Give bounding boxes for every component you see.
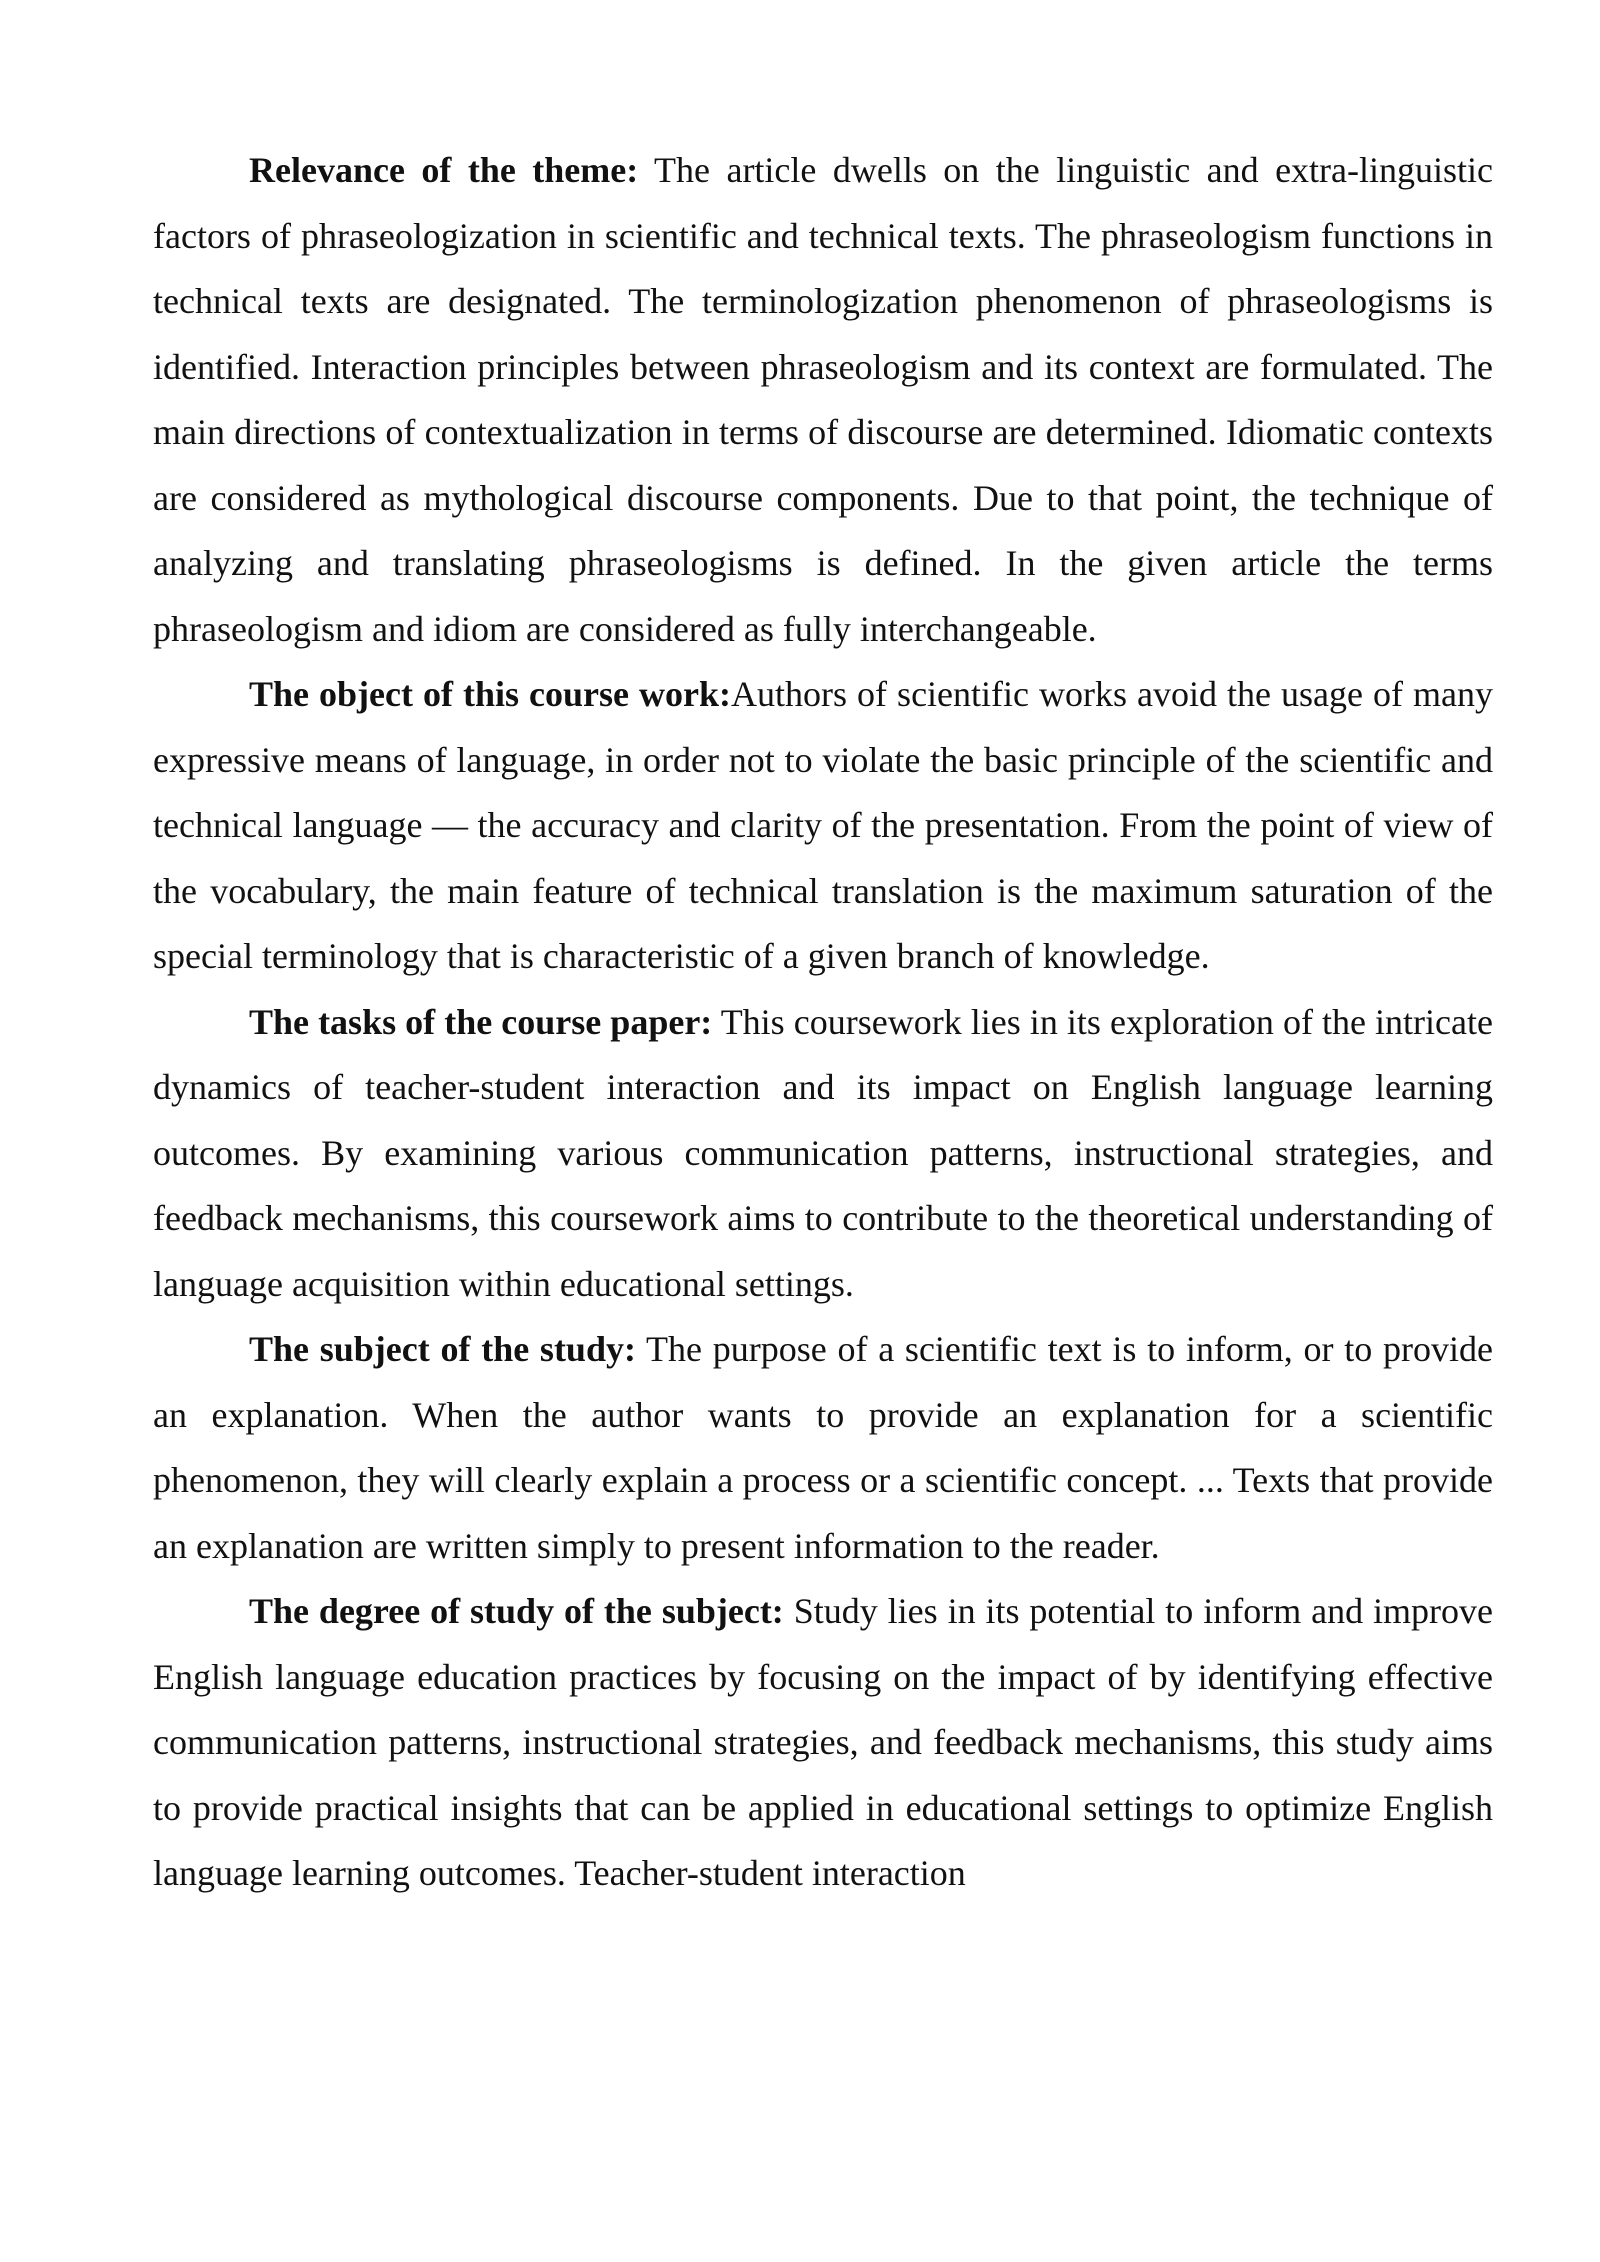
paragraph-heading: Relevance of the theme: [249, 150, 639, 190]
paragraph-heading: The subject of the study: [249, 1329, 636, 1369]
paragraph-heading: The degree of study of the subject: [249, 1591, 784, 1631]
paragraph-degree [153, 1579, 1493, 1907]
paragraph-relevance [153, 138, 1493, 662]
paragraph-tasks [153, 990, 1493, 1318]
paragraph-text: This coursework lies in its exploration of the intricate dynamics of teacher-student interaction and its impact on English language learning outcomes. By examining various communication patterns, instructional strategies, and feedback mechanisms, this coursework aims to contribute to the theoretical understanding of language acquisition within educational settings. [153, 1001, 1493, 1304]
paragraph-subject [153, 1317, 1493, 1579]
paragraph-text: Authors of scientific works avoid the usage of many expressive means of language, in order not to violate the basic principle of the scientific and technical language — the accuracy and clarity of the presentation. From the point of view of the vocabulary, the main feature of technical translation is the maximum saturation of the special terminology that is characteristic of a given branch of knowledge. [153, 674, 1493, 976]
paragraph-object [153, 662, 1493, 990]
paragraph-heading: The tasks of the course paper: [249, 1001, 713, 1042]
paragraph-text: Study lies in its potential to inform and improve English language education practices by focusing on the impact of by identifying effective communication patterns, instructional strategies, and feedback mechanisms, this study aims to provide practical insights that can be applied in educational settings to optimize English language learning outcomes. Teacher-student interaction [153, 1591, 1493, 1893]
paragraph-text: The article dwells on the linguistic and extra-linguistic factors of phraseologization in scientific and technical texts. The phraseologism functions in technical texts are designated. The terminologization phenomenon of phraseologisms is identified. Interaction principles between phraseologism and its context are formulated. The main directions of contextualization in terms of discourse are determined. Idiomatic contexts are considered as mythological discourse components. Due to that point, the technique of analyzing and translating phraseologisms is defined. In the given article the terms phraseologism and idiom are considered as fully interchangeable. [153, 150, 1493, 649]
document-page [153, 138, 1493, 1907]
paragraph-text: The purpose of a scientific text is to inform, or to provide an explanation. When the author wants to provide an explanation for a scientific phenomenon, they will clearly explain a process or a scientific concept. ... Texts that provide an explanation are written simply to present information to the reader. [153, 1329, 1493, 1566]
paragraph-heading: The object of this course work: [249, 674, 732, 714]
